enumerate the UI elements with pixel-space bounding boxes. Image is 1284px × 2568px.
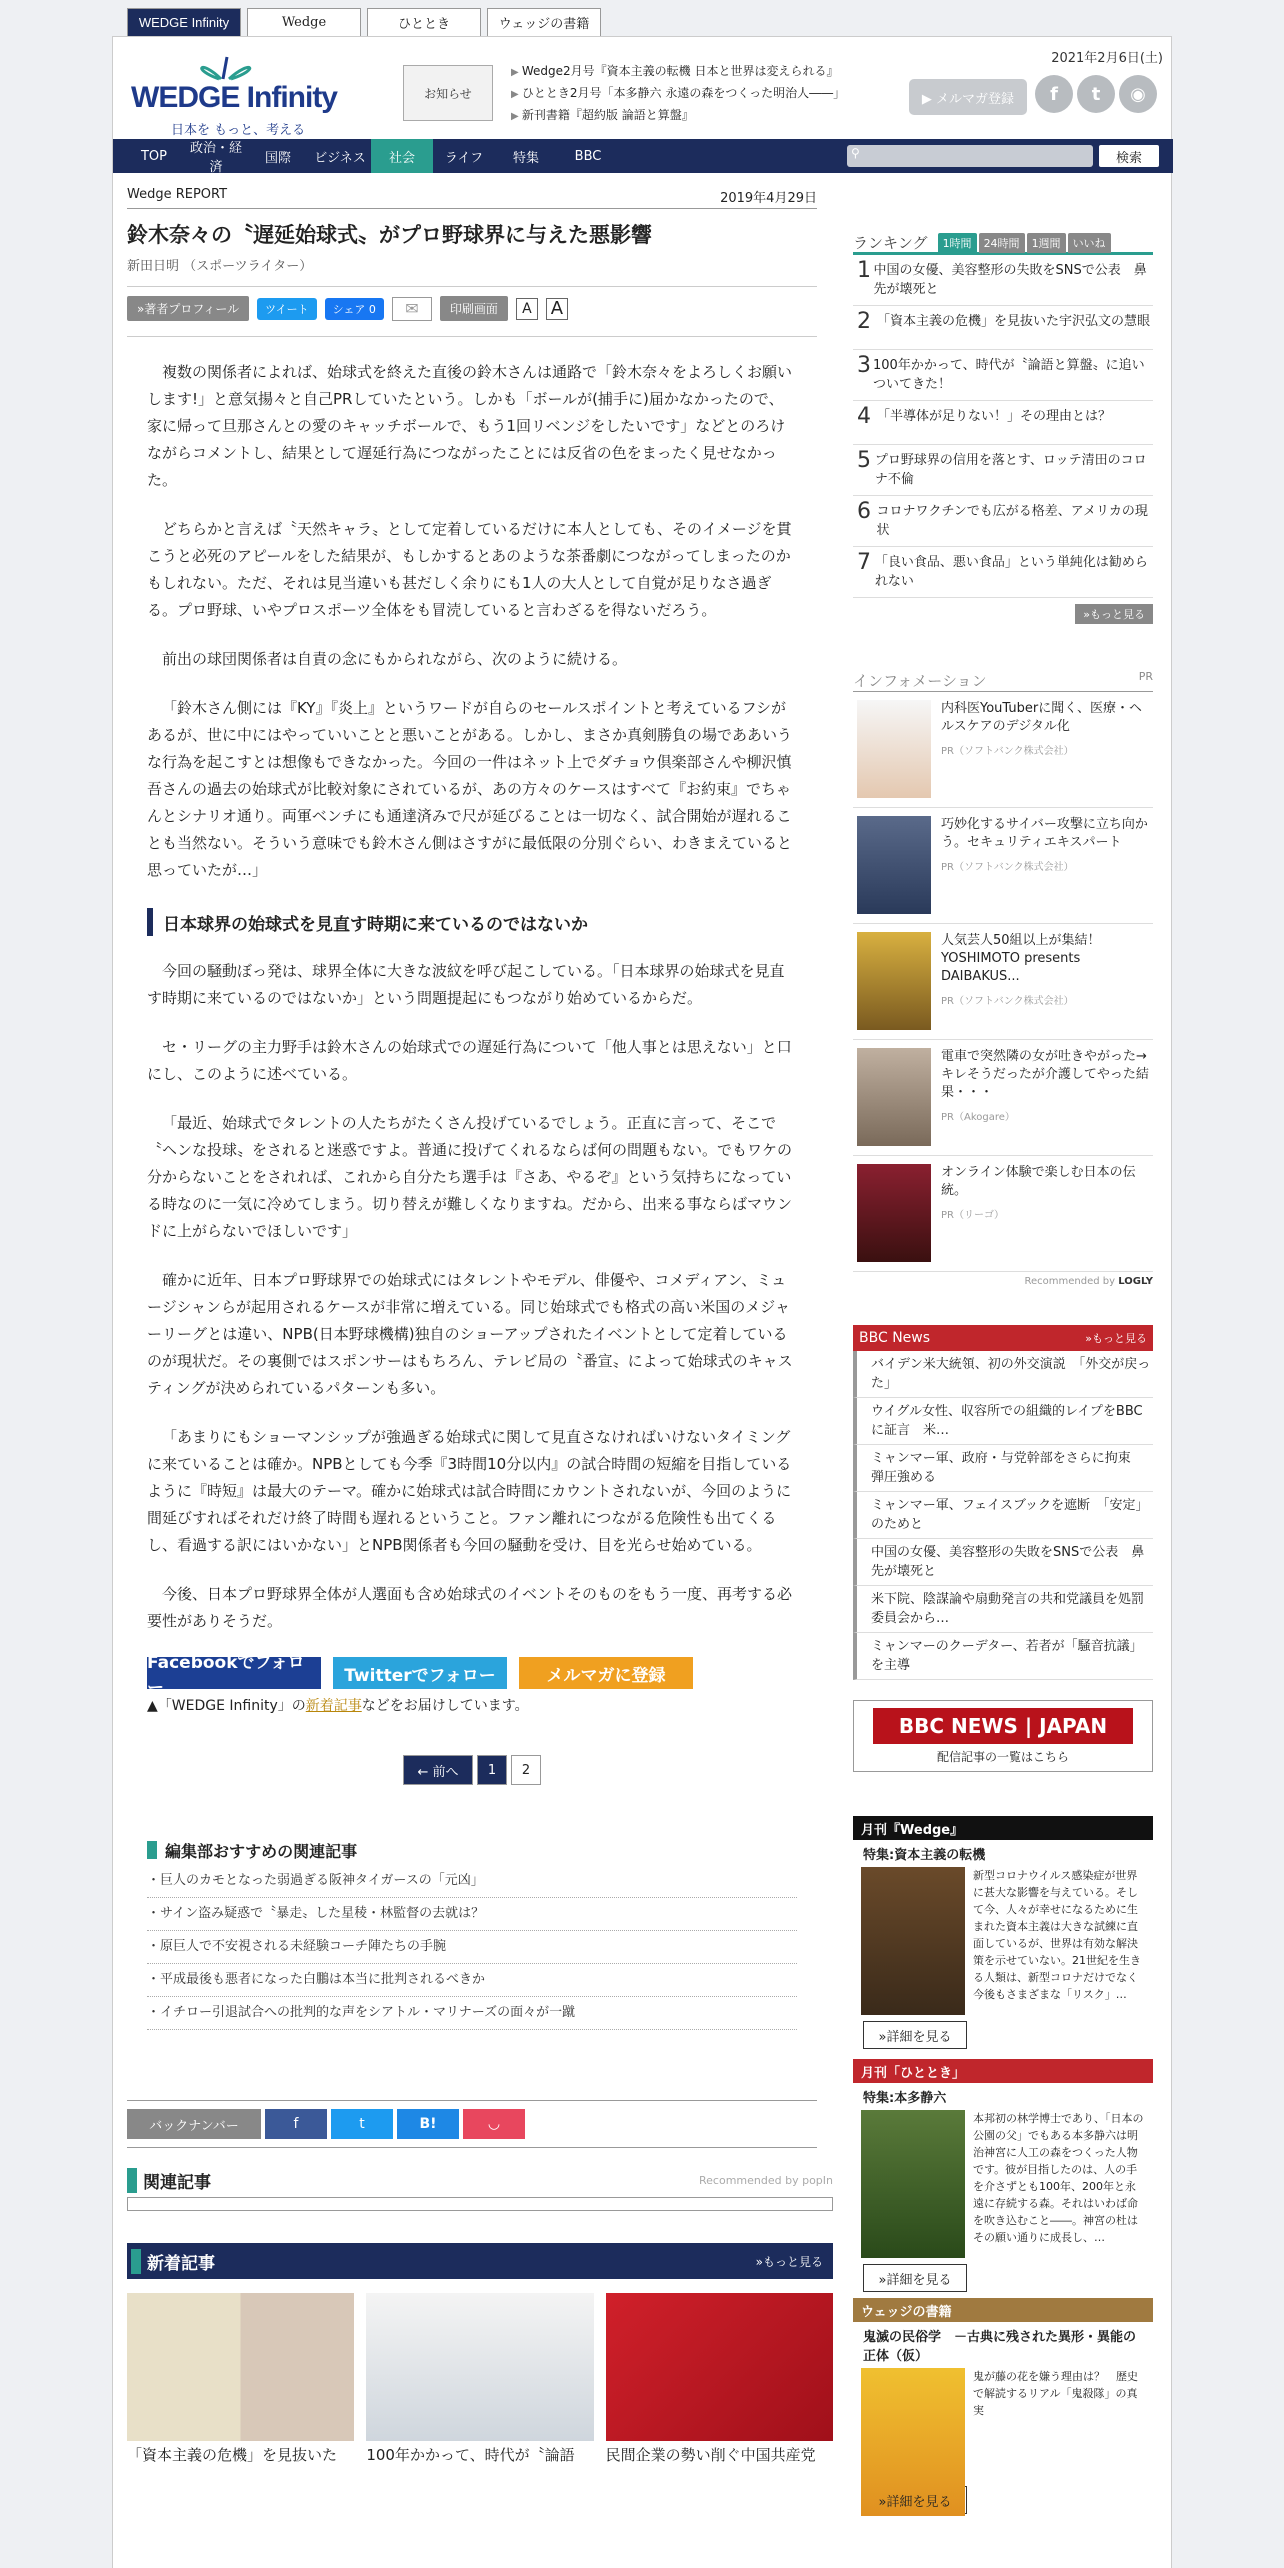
article-toolbar (127, 286, 817, 322)
ranking-title: ランキング (853, 234, 928, 252)
share-row (127, 2100, 817, 2148)
tab-books[interactable]: ウェッジの書籍 (487, 8, 601, 36)
current-date: 2021年2月6日(土) (1051, 51, 1163, 66)
author-profile-button[interactable]: »著者プロフィール (127, 296, 249, 321)
font-small-icon[interactable]: A (516, 298, 538, 320)
new-article-title: 「資本主義の危機」を見抜いた (127, 2446, 338, 2464)
logo-tagline: 日本を もっと、考える (171, 123, 306, 138)
main-nav (113, 139, 1173, 173)
bbc-item[interactable]: ミャンマー軍、フェイスブックを遮断 「安定」のためと (853, 1492, 1153, 1539)
info-item[interactable]: 電車で突然隣の女が吐きやがった→キレそうだったが介護してやった結果・・・ PR（Akogare） (853, 1040, 1153, 1156)
wedge-mag-cover[interactable] (861, 1867, 965, 2015)
bbc-item[interactable]: 中国の女優、美容整形の失敗をSNSで公表 鼻先が壊死と (853, 1539, 1153, 1586)
logo-text: WEDGE Infinity (131, 81, 337, 114)
recommended-item[interactable]: ・平成最後も悪者になった白鵬は本当に批判されるべきか (147, 1964, 797, 1997)
article-thumbnail (127, 2293, 354, 2441)
page-2-button[interactable]: 2 (511, 1755, 541, 1785)
search-button[interactable]: 検索 (1099, 145, 1159, 167)
info-title: インフォメーション (853, 672, 987, 690)
bbc-item[interactable]: ミャンマーのクーデター、若者が「騒音抗議」を主導 (853, 1633, 1153, 1680)
page-1-button[interactable]: 1 (477, 1755, 507, 1785)
bbc-more[interactable]: »もっと見る (1085, 1332, 1147, 1345)
info-thumbnail (857, 1048, 931, 1146)
pocket-icon[interactable]: ◡ (463, 2109, 525, 2139)
follow-note: ▲「WEDGE Infinity」の新着記事などをお届けしています。 (147, 1698, 529, 1714)
hitotoki-detail-button[interactable]: »詳細を見る (863, 2264, 967, 2292)
article (127, 187, 833, 2465)
hitotoki-feature: 特集:本多静六 (863, 2091, 947, 2106)
pagination (147, 1755, 797, 1785)
nav-business[interactable]: ビジネス (314, 150, 366, 166)
logly-credit: Recommended by LOGLY (1024, 1276, 1153, 1287)
nav-feature[interactable]: 特集 (512, 150, 539, 166)
article-category[interactable]: Wedge REPORT (127, 187, 228, 202)
ranking-item[interactable]: 1 中国の女優、美容整形の失敗をSNSで公表 鼻先が壊死と (853, 255, 1153, 306)
facebook-icon[interactable]: f (265, 2109, 327, 2139)
header-news-link[interactable]: ▶ Wedge2月号『資本主義の転機 日本と世界は変えられる』 (511, 61, 845, 83)
section-heading: 日本球界の始球式を見直す時期に来ているのではないか (147, 908, 797, 936)
paragraph: セ・リーグの主力野手は鈴木さんの始球式での遅延行為について「他人事とは思えない」と口にし、このように述べている。 (147, 1038, 792, 1083)
ranking-item[interactable]: 7 「良い食品、悪い食品」という単純化は勧められない (853, 547, 1153, 598)
mailmag-follow-button[interactable]: メルマガに登録 (519, 1657, 693, 1689)
new-article-title: 民間企業の勢い削ぐ中国共産党 (605, 2446, 816, 2464)
hitotoki-header: 月刊「ひととき」 (853, 2059, 1153, 2083)
bbc-logo: BBC NEWS | JAPAN (873, 1708, 1133, 1744)
ranking-header (853, 233, 1153, 255)
new-articles-title: 新着記事 (131, 2249, 215, 2274)
search-icon: ⚲ (851, 146, 860, 160)
info-item[interactable]: 内科医YouTuberに聞く、医療・ヘルスケアのデジタル化 PR（ソフトバンク株式会社） (853, 692, 1153, 808)
nav-society[interactable]: 社会 (371, 139, 433, 173)
backnumber-button[interactable]: バックナンバー (127, 2109, 261, 2139)
ranking-item[interactable]: 3 100年かかって、時代が〝論語と算盤〟に追いついてきた！ (853, 350, 1153, 401)
bbc-banner[interactable] (853, 1700, 1153, 1772)
new-article-card[interactable] (366, 2293, 593, 2465)
tweet-button[interactable]: ツイート (257, 298, 316, 320)
hitotoki-desc: 本邦初の林学博士であり、「日本の公園の父」でもある本多静六は明治神宮に人工の森をつくった人物です。彼が目指したのは、人の手を介さずとも100年、200年と永遠に存続する森。それはいわば命を吹き込むこと――。神宮の杜はその願い通りに成長し、… (973, 2112, 1144, 2244)
popin-credit: Recommended by popIn (699, 2174, 833, 2187)
article-thumbnail (606, 2293, 833, 2441)
recommended-articles (147, 1841, 797, 2030)
article-title: 鈴木奈々の〝遅延始球式〟がプロ野球界に与えた悪影響 (127, 223, 652, 247)
prev-page-button[interactable]: ← 前へ (403, 1755, 473, 1785)
wedge-mag-header: 月刊『Wedge』 (853, 1816, 1153, 1840)
nav-politics[interactable]: 政治・経済 (189, 141, 242, 175)
new-article-title: 100年かかって、時代が〝論語 (366, 2446, 575, 2464)
paragraph: 「あまりにもショーマンシップが強過ぎる始球式に関して見直さなければいけないタイミングに来ていることは確か。NPBとしても今季『3時間10分以内』の試合時間の短縮を目指しているように『時短』は最大のテーマ。確かに始球式は試合時間にカウントされないが、今回のように間延びすればそれだけ終了時間も遅れるということ。ファン離れにつながる危険性も出てくるし、看過する訳にはいかない」とNPB関係者も今回の騒動を受け、目を光らせ始めている。 (147, 1428, 792, 1554)
bbc-title: BBC News (859, 1330, 931, 1346)
related-title: 関連記事 (127, 2168, 211, 2193)
ranking-tab-1h[interactable]: 1時間 (938, 233, 977, 253)
new-articles-header (127, 2243, 833, 2279)
hitotoki-magazine (853, 2059, 1153, 2292)
sidebar (853, 233, 1158, 2520)
wedge-books (853, 2298, 1153, 2514)
rss-icon[interactable]: ◉ (1119, 75, 1157, 113)
hatena-icon[interactable]: B! (397, 2109, 459, 2139)
info-item[interactable]: オンライン体験で楽しむ日本の伝統。 PR（リーゴ） (853, 1156, 1153, 1272)
print-button[interactable]: 印刷画面 (440, 296, 508, 321)
info-header (853, 670, 1153, 692)
mail-icon[interactable]: ✉ (392, 297, 432, 321)
ranking-tab-24h[interactable]: 24時間 (979, 233, 1025, 253)
page (112, 36, 1172, 2568)
bbc-item[interactable]: 米下院、陰謀論や扇動発言の共和党議員を処罰 委員会から… (853, 1586, 1153, 1633)
paragraph: 「最近、始球式でタレントの人たちがたくさん投げているでしょう。正直に言って、そこで〝ヘンな投球〟をされると迷惑ですよ。普通に投げてくれるならば何の問題もない。でもワケの分からないことをされれば、これから自分たち選手は『さあ、やるぞ』という気持ちになっている時なのに一気に冷めてしまう。切り替えが難しくなりますね。だから、出来る事ならばマウンドに上がらないでほしいです」 (147, 1114, 793, 1240)
recommended-item[interactable]: ・サイン盗み疑惑で〝暴走〟した星稜・林監督の去就は？ (147, 1898, 797, 1931)
article-thumbnail (366, 2293, 593, 2441)
facebook-icon[interactable]: f (1035, 75, 1073, 113)
header-news (511, 61, 845, 127)
header (113, 37, 1173, 139)
wedge-mag-desc: 新型コロナウイルス感染症が世界に甚大な影響を与えている。そして今、人々が幸せになるために生まれた資本主義は大きな試練に直面しているが、世界は有効な解決策を示せていない。21世紀を生きる人類は、新型コロナだけでなく今後もさまざまな「リスク」… (973, 1869, 1141, 2001)
new-articles-list (127, 2293, 833, 2465)
books-desc: 鬼が藤の花を嫌う理由は？ 歴史で解読するリアル「鬼殺隊」の真実 (973, 2370, 1138, 2417)
wedge-magazine (853, 1816, 1153, 2049)
books-feature: 鬼滅の民俗学 －古典に残された異形・異能の正体（仮） (863, 2330, 1137, 2364)
site-logo[interactable] (131, 49, 337, 138)
new-articles-more[interactable]: »もっと見る (755, 2254, 823, 2269)
bbc-item[interactable]: ウイグル女性、収容所での組織的レイプをBBCに証言 米… (853, 1398, 1153, 1445)
paragraph: 前出の球団関係者は自責の念にもかられながら、次のように続ける。 (162, 650, 628, 668)
bbc-header (853, 1325, 1153, 1351)
new-articles-link[interactable]: 新着記事 (305, 1698, 362, 1714)
ranking-list (853, 255, 1153, 598)
paragraph: 「鈴木さん側には『KY』『炎上』というワードが自らのセールスポイントと考えているフシがあるが、世に中にはやっていいことと悪いことがある。しかし、まさか真剣勝負の場でああいうな行為を起こすとは想像もできなかった。今回の一件はネット上でダチョウ倶楽部さんや柳沢慎吾さんの過去の始球式が比較対象にされているが、あの方々のケースはすべて『お約束』でちゃんとシナリオ通り。両軍ベンチにも通達済みで尺が延びることは一切なく、試合開始が遅れることも当然ない。そういう意味でも鈴木さん側はさすがに最低限の分別ぐらい、わきまえていると思っていたが…」 (147, 699, 793, 879)
bbc-item[interactable]: ミャンマー軍、政府・与党幹部をさらに拘束 弾圧強める (853, 1445, 1153, 1492)
mailmag-button[interactable]: ▶ メルマガ登録 (909, 79, 1027, 115)
paragraph: どちらかと言えば〝天然キャラ〟として定着しているだけに本人としても、そのイメージを貫こうと必死のアピールをした結果が、もしかするとあのような茶番劇につながってしまったのかもしれない。ただ、それは見当違いも甚だしく余りにも1人の大人として自覚が足りなさ過ぎる。プロ野球、いやプロスポーツ全体をも冒涜していると言わざるを得ないだろう。 (147, 520, 792, 619)
tab-wedge[interactable]: Wedge (247, 8, 361, 36)
tab-wedge-infinity[interactable]: WEDGE Infinity (127, 8, 241, 36)
wedge-mag-detail-button[interactable]: »詳細を見る (863, 2021, 967, 2049)
related-box (127, 2197, 833, 2211)
facebook-follow-button[interactable]: Facebookでフォロー (147, 1657, 321, 1689)
new-article-card[interactable] (127, 2293, 354, 2465)
info-thumbnail (857, 700, 931, 798)
twitter-icon[interactable]: t (331, 2109, 393, 2139)
ranking-item[interactable]: 5 プロ野球界の信用を落とす、ロッテ清田のコロナ不倫 (853, 445, 1153, 496)
info-thumbnail (857, 816, 931, 914)
paragraph: 今後、日本プロ野球界全体が人選面も含め始球式のイベントそのものをもう一度、再考する必要性がありそうだ。 (147, 1585, 793, 1630)
ranking-item[interactable]: 4 「半導体が足りない！」その理由とは？ (853, 401, 1153, 445)
recommended-item[interactable]: ・イチロー引退試合への批判的な声をシアトル・マリナーズの面々が一蹴 (147, 1997, 797, 2030)
tab-hitotoki[interactable]: ひととき (367, 8, 481, 36)
recommended-item[interactable]: ・原巨人で不安視される未経験コーチ陣たちの手腕 (147, 1931, 797, 1964)
hitotoki-cover[interactable] (861, 2110, 965, 2258)
ranking-item[interactable]: 6 コロナワクチンでも広がる格差、アメリカの現状 (853, 496, 1153, 547)
wedge-mag-feature: 特集:資本主義の転機 (863, 1848, 986, 1863)
ranking-tab-1w[interactable]: 1週間 (1027, 233, 1066, 253)
bbc-banner-sub: 配信記事の一覧はこちら (936, 1749, 1069, 1764)
font-large-icon[interactable]: A (546, 298, 568, 320)
nav-international[interactable]: 国際 (264, 150, 291, 166)
nav-bbc[interactable]: BBC (574, 148, 602, 164)
notice-button[interactable]: お知らせ (403, 65, 493, 121)
header-news-link[interactable]: ▶ ひととき2月号「本多静六 永遠の森をつくった明治人――」 (511, 83, 845, 105)
bbc-item[interactable]: バイデン米大統領、初の外交演説 「外交が戻った」 (853, 1351, 1153, 1398)
info-pr: PR (1138, 670, 1153, 683)
twitter-icon[interactable]: t (1077, 75, 1115, 113)
info-item[interactable]: 巧妙化するサイバー攻撃に立ち向かう。セキュリティエキスパート PR（ソフトバンク株式会社） (853, 808, 1153, 924)
ranking-tab-like[interactable]: いいね (1068, 233, 1111, 253)
paragraph: 確かに近年、日本プロ野球界での始球式にはタレントやモデル、俳優や、コメディアン、ミュージシャンらが起用されるケースが非常に増えている。同じ始球式でも格式の高い米国のメジャーリーグとは違い、NPB(日本野球機構)独自のショーアップされたイベントとして定着しているのが現状だ。その裏側ではスポンサーはもちろん、テレビ局の〝番宣〟によって始球式のキャスティングが決められているパターンも多い。 (147, 1271, 793, 1397)
search-input[interactable] (847, 145, 1093, 167)
twitter-follow-button[interactable]: Twitterでフォロー (333, 1657, 507, 1689)
article-date: 2019年4月29日 (720, 191, 817, 206)
ranking-more-button[interactable]: »もっと見る (1075, 604, 1153, 624)
recommended-item[interactable]: ・巨人のカモとなった弱過ぎる阪神タイガースの「元凶」 (147, 1865, 797, 1898)
recommended-title: 編集部おすすめの関連記事 (147, 1841, 797, 1859)
ranking-item[interactable]: 2 「資本主義の危機」を見抜いた宇沢弘文の慧眼 (853, 306, 1153, 350)
info-thumbnail (857, 1164, 931, 1262)
facebook-share-button[interactable]: シェア 0 (325, 298, 384, 320)
header-news-link[interactable]: ▶ 新刊書籍『超約版 論語と算盤』 (511, 105, 845, 127)
info-item[interactable]: 人気芸人50組以上が集結！YOSHIMOTO presents DAIBAKUS... PR（ソフトバンク株式会社） (853, 924, 1153, 1040)
related-header (127, 2168, 833, 2193)
paragraph: 複数の関係者によれば、始球式を終えた直後の鈴木さんは通路で「鈴木奈々をよろしくお願いします!」と意気揚々と自己PRしていたという。しかも「ボールが(捕手に)届かなかったので、家に帰って旦那さんとの愛のキャッチボールで、もう1回リベンジをしたいです」などとのろけながらコメントし、結果として遅延行為につながったことには反省の色をまったく見せなかった。 (147, 363, 793, 489)
books-header: ウェッジの書籍 (853, 2298, 1153, 2322)
nav-top[interactable]: TOP (140, 148, 167, 164)
article-body (127, 336, 817, 2030)
nav-life[interactable]: ライフ (444, 150, 484, 166)
paragraph: 今回の騒動ぼっ発は、球界全体に大きな波紋を呼び起こしている。「日本球界の始球式を見直す時期に来ているのではないか」という問題提起にもつながり始めているからだ。 (147, 962, 785, 1007)
info-thumbnail (857, 932, 931, 1030)
article-author: 新田日明 （スポーツライター） (127, 259, 313, 274)
new-article-card[interactable] (606, 2293, 833, 2465)
